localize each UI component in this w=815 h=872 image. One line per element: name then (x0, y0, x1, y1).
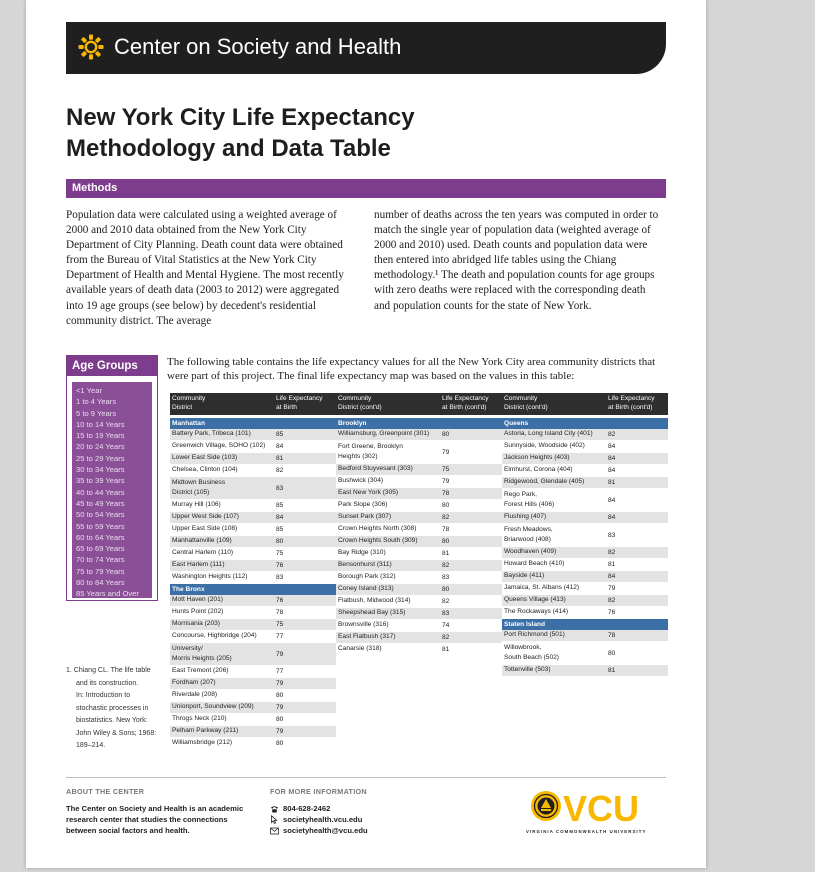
table-row (502, 429, 668, 441)
web-row (270, 814, 368, 825)
table-row (336, 536, 502, 548)
district-name: Ridgewood, Glendale (405) (504, 478, 585, 486)
district-name: Unionport, Soundview (209) (172, 703, 254, 711)
email-link[interactable]: societyhealth@vcu.edu (283, 826, 368, 835)
table-row (170, 714, 336, 726)
table-row (170, 595, 336, 607)
life-expectancy-value: 81 (442, 550, 450, 557)
col-header-district: District (172, 403, 193, 411)
district-name: Sunset Park (307) (338, 513, 392, 521)
district-name-line2: Heights (302) (338, 453, 378, 460)
table-row (170, 631, 336, 643)
district-name: East New York (305) (338, 489, 399, 497)
life-expectancy-value: 84 (608, 455, 616, 462)
life-expectancy-value: 84 (608, 514, 616, 521)
district-name: Tottenville (503) (504, 666, 551, 674)
table-row (336, 548, 502, 560)
org-name: Center on Society and Health (114, 34, 402, 59)
footnote (66, 665, 158, 753)
sunburst-logo-icon (78, 34, 104, 60)
table-row (502, 571, 668, 583)
table-row (170, 548, 336, 560)
table-row (170, 536, 336, 548)
table-row (502, 489, 668, 512)
life-expectancy-value: 82 (608, 597, 616, 604)
col-header-life-expectancy: Life Expectancy (442, 395, 489, 402)
age-group-item: 45 to 49 Years (76, 498, 125, 508)
age-group-item: 50 to 54 Years (76, 510, 125, 520)
life-expectancy-value: 81 (276, 455, 284, 462)
table-row (336, 429, 502, 441)
district-name: Central Harlem (110) (172, 549, 234, 557)
table-row (170, 477, 336, 500)
table-row (502, 453, 668, 465)
life-expectancy-value: 82 (442, 514, 450, 521)
life-expectancy-value: 80 (276, 692, 284, 699)
life-expectancy-value: 78 (276, 609, 284, 616)
district-name: Canarsie (318) (338, 645, 382, 653)
life-expectancy-value: 78 (442, 490, 450, 497)
borough-header: Brooklyn (336, 418, 502, 429)
district-name: Rego Park, (504, 490, 537, 498)
age-group-item: 25 to 29 Years (76, 453, 125, 463)
table-row (336, 488, 502, 500)
phone-row (270, 803, 368, 814)
life-expectancy-value: 76 (276, 562, 284, 569)
life-expectancy-value: 84 (608, 573, 616, 580)
table-row (502, 583, 668, 595)
life-expectancy-value: 83 (276, 574, 284, 581)
footnote-line: John Wiley & Sons; 1968: (76, 729, 157, 737)
life-expectancy-value: 82 (442, 562, 450, 569)
life-expectancy-value: 80 (442, 431, 450, 438)
age-group-item: 40 to 44 Years (76, 487, 125, 497)
district-name: University/ (172, 644, 203, 652)
life-expectancy-value: 79 (442, 478, 450, 485)
life-expectancy-value: 74 (442, 622, 450, 629)
data-table-1 (170, 393, 336, 750)
district-name: Chelsea, Clinton (104) (172, 466, 238, 474)
data-table-3 (502, 393, 668, 677)
table-header (170, 393, 336, 415)
life-expectancy-value: 75 (442, 466, 450, 473)
life-expectancy-value: 76 (608, 609, 616, 616)
table-row (336, 572, 502, 584)
life-expectancy-value: 79 (276, 650, 284, 658)
methods-text-col1: Population data were calculated using a weighted average of 2000 and 2010 data obtained from the New York City Department of City Planning. Death count data were obtained from the Bureau of Vital Statistics at the New York City Department of Health and Mental Hygiene. The most recently available years of death data (2003 to 2012) were aggregated into 19 age groups (see below) by decedent's residential community district. The average (66, 209, 344, 327)
district-name: Crown Heights North (308) (338, 525, 417, 533)
col-header-at-birth: at Birth (276, 403, 297, 411)
life-expectancy-value: 82 (442, 634, 450, 641)
table-row (170, 643, 336, 666)
life-expectancy-value: 81 (442, 646, 450, 653)
life-expectancy-value: 84 (608, 443, 616, 450)
life-expectancy-value: 85 (276, 431, 284, 438)
life-expectancy-value: 80 (442, 586, 450, 593)
document-page (26, 0, 706, 868)
table-row (336, 476, 502, 488)
email-row (270, 825, 368, 836)
borough-header: The Bronx (170, 584, 336, 595)
table-row (336, 524, 502, 536)
life-expectancy-value: 83 (608, 531, 616, 539)
life-expectancy-value: 82 (442, 598, 450, 605)
age-group-item: 30 to 34 Years (76, 465, 125, 475)
district-name: Elmhurst, Corona (404) (504, 466, 573, 474)
phone-number[interactable]: 804-628-2462 (283, 804, 331, 813)
table-row (170, 738, 336, 750)
col-header-community: Community (172, 395, 206, 402)
life-expectancy-value: 80 (276, 740, 284, 747)
table-header (502, 393, 668, 415)
col-header-community: Community (338, 395, 372, 402)
life-expectancy-value: 83 (442, 610, 450, 617)
about-heading: ABOUT THE CENTER (66, 787, 145, 796)
age-group-item: 85 Years and Over (76, 589, 139, 599)
age-group-item: <1 Year (76, 386, 102, 395)
life-expectancy-value: 80 (442, 538, 450, 545)
table-row (502, 441, 668, 453)
district-name: Jamaica, St. Albans (412) (504, 584, 580, 592)
table-row (502, 642, 668, 665)
district-name: Port Richmond (501) (504, 631, 565, 639)
age-group-item: 75 to 79 Years (76, 566, 125, 576)
table-row (336, 512, 502, 524)
table-row (502, 630, 668, 642)
life-expectancy-value: 81 (608, 561, 616, 568)
table-row (170, 465, 336, 477)
borough-header: Staten Island (502, 619, 668, 630)
district-name: Fort Greene, Brooklyn (338, 442, 403, 450)
data-table-2 (336, 393, 502, 656)
district-name-line2: South Beach (502) (504, 654, 559, 661)
website-link[interactable]: societyhealth.vcu.edu (283, 815, 363, 824)
life-expectancy-value: 80 (442, 502, 450, 509)
district-name: Flatbush, Midwood (314) (338, 597, 411, 605)
life-expectancy-value: 80 (276, 538, 284, 545)
district-name: Bushwick (304) (338, 477, 384, 485)
age-group-item: 5 to 9 Years (76, 408, 117, 418)
age-group-item: 35 to 39 Years (76, 476, 125, 486)
life-expectancy-value: 77 (276, 633, 284, 640)
district-name: Brownsville (316) (338, 621, 389, 629)
district-name: Washington Heights (112) (172, 573, 248, 581)
district-name: Bensonhurst (311) (338, 561, 392, 569)
cursor-icon (270, 815, 279, 824)
col-header-life-expectancy: Life Expectancy (276, 395, 323, 402)
table-row (336, 620, 502, 632)
district-name: Sunnyside, Woodside (402) (504, 442, 585, 450)
table-row (170, 607, 336, 619)
table-row (170, 666, 336, 678)
life-expectancy-value: 75 (276, 621, 284, 628)
district-name: Williamsburg, Greenpoint (301) (338, 430, 430, 438)
district-name-line2: District (105) (172, 489, 210, 496)
district-name: Lower East Side (103) (172, 454, 238, 462)
age-group-item: 15 to 19 Years (76, 431, 125, 441)
district-name-line2: Forest Hills (406) (504, 501, 555, 508)
table-row (170, 441, 336, 453)
life-expectancy-value: 75 (276, 550, 284, 557)
district-name: Riverdale (208) (172, 691, 218, 699)
life-expectancy-value: 77 (276, 668, 284, 675)
info-heading: FOR MORE INFORMATION (270, 787, 367, 796)
district-name: Battery Park, Tribeca (101) (172, 430, 251, 438)
table-row (170, 690, 336, 702)
life-expectancy-value: 79 (442, 448, 450, 456)
vcu-wordmark: VCU (563, 788, 640, 829)
district-name: Williamsbridge (212) (172, 739, 233, 747)
age-group-item: 1 to 4 Years (76, 397, 117, 407)
age-group-item: 65 to 69 Years (76, 544, 125, 554)
footer-divider (66, 777, 666, 778)
methods-heading: Methods (66, 179, 666, 198)
district-name: Flushing (407) (504, 513, 547, 521)
life-expectancy-value: 85 (276, 526, 284, 533)
footnote-line: biostatistics. New York: (76, 717, 148, 724)
age-group-item: 70 to 74 Years (76, 555, 125, 565)
table-row (502, 595, 668, 607)
table-row (502, 524, 668, 547)
age-group-item: 60 to 64 Years (76, 532, 125, 542)
table-row (336, 441, 502, 464)
age-groups-list (72, 382, 152, 600)
district-name: East Tremont (206) (172, 667, 229, 675)
district-name: Crown Heights South (309) (338, 537, 418, 545)
life-expectancy-value: 84 (608, 467, 616, 474)
district-name: East Flatbush (317) (338, 633, 396, 641)
life-expectancy-value: 80 (276, 716, 284, 723)
district-name: Pelham Parkway (211) (172, 727, 239, 735)
table-row (502, 559, 668, 571)
life-expectancy-value: 79 (608, 585, 616, 592)
district-name: Mott Haven (201) (172, 596, 223, 604)
table-header (336, 393, 502, 415)
district-name: Astoria, Long Island City (401) (504, 430, 593, 438)
table-row (170, 512, 336, 524)
life-expectancy-value: 83 (442, 574, 450, 581)
district-name-line2: Morris Heights (205) (172, 655, 232, 662)
table-row (336, 608, 502, 620)
table-row (502, 465, 668, 477)
district-name: Bedford Stuyvesant (303) (338, 465, 413, 473)
district-name: Willowbrook, (504, 643, 542, 651)
life-expectancy-value: 79 (276, 728, 284, 735)
footnote-line: 1. Chiang CL. The life table (66, 667, 151, 674)
table-row (170, 702, 336, 714)
district-name: The Rockaways (414) (504, 608, 569, 616)
table-row (170, 678, 336, 690)
table-row (336, 500, 502, 512)
university-name: VIRGINIA COMMONWEALTH UNIVERSITY (526, 829, 647, 834)
district-name: Fordham (207) (172, 679, 216, 687)
life-expectancy-value: 81 (608, 479, 616, 486)
table-row (170, 619, 336, 631)
district-name: Bay Ridge (310) (338, 549, 386, 557)
table-row (170, 524, 336, 536)
age-groups-heading: Age Groups (67, 356, 157, 376)
borough-header: Queens (502, 418, 668, 429)
life-expectancy-value: 82 (608, 549, 616, 556)
district-name: Sheepshead Bay (315) (338, 609, 406, 617)
district-name: Concourse, Highbridge (204) (172, 632, 257, 640)
table-row (170, 453, 336, 465)
table-row (336, 464, 502, 476)
table-row (336, 584, 502, 596)
life-expectancy-value: 82 (608, 431, 616, 438)
life-expectancy-value: 82 (276, 467, 284, 474)
contact-info (270, 803, 368, 836)
district-name: Murray Hill (106) (172, 501, 221, 509)
age-groups-panel (72, 382, 152, 598)
col-header-life-expectancy: Life Expectancy (608, 395, 655, 402)
district-name: Bayside (411) (504, 572, 545, 580)
age-group-item: 80 to 84 Years (76, 578, 125, 588)
table-row (170, 560, 336, 572)
table-row (502, 665, 668, 677)
life-expectancy-value: 79 (276, 680, 284, 687)
district-name: Hunts Point (202) (172, 608, 224, 616)
table-row (170, 572, 336, 584)
table-intro: The following table contains the life expectancy values for all the New York City area community districts that were part of this project. The final life expectancy map was based on the values in this table: (167, 356, 656, 382)
header-bar (66, 22, 666, 74)
table-row (502, 547, 668, 559)
life-expectancy-value: 78 (442, 526, 450, 533)
age-group-item: 55 to 59 Years (76, 521, 125, 531)
life-expectancy-value: 80 (608, 649, 616, 657)
district-name: Woodhaven (409) (504, 548, 557, 556)
life-expectancy-value: 84 (276, 514, 284, 521)
about-text: The Center on Society and Health is an academic research center that studies the connections between social factors and health. (66, 804, 244, 835)
age-group-item: 20 to 24 Years (76, 442, 125, 452)
district-name: East Harlem (111) (172, 561, 225, 569)
district-name: Manhattanville (109) (172, 537, 232, 545)
district-name: Jackson Heights (403) (504, 454, 570, 462)
table-row (502, 512, 668, 524)
borough-header: Manhattan (170, 418, 336, 429)
phone-icon (270, 805, 279, 813)
footnote-line: In: Introduction to (76, 692, 131, 699)
life-expectancy-value: 79 (276, 704, 284, 711)
district-name: Upper West Side (107) (172, 513, 239, 521)
district-name: Midtown Business (172, 478, 226, 486)
district-name: Howard Beach (410) (504, 560, 565, 568)
footnote-line: stochastic processes in (76, 704, 149, 712)
district-name-line2: Briarwood (408) (504, 536, 551, 543)
methods-text-col2: number of deaths across the ten years was computed in order to match the single year of population data (weighted average of 2000 and 2010) used. Death counts and population data were then entered into abridged life tables using the Chiang methodology.¹ The death and population counts for age groups with zero deaths were replaced with the corresponding death and population counts for the state of New York. (374, 209, 659, 312)
district-name: Coney Island (313) (338, 585, 394, 593)
age-group-item: 10 to 14 Years (76, 419, 125, 429)
table-row (336, 560, 502, 572)
col-header-district: District (cont'd) (504, 403, 548, 411)
district-name: Morrisania (203) (172, 620, 221, 628)
district-name: Park Slope (306) (338, 501, 388, 509)
title-line-2: Methodology and Data Table (66, 135, 391, 162)
table-row (336, 632, 502, 644)
district-name: Fresh Meadows, (504, 525, 553, 533)
table-row (170, 429, 336, 441)
life-expectancy-value: 84 (608, 496, 616, 504)
table-row (336, 596, 502, 608)
life-expectancy-value: 78 (608, 632, 616, 639)
col-header-at-birth: at Birth (cont'd) (442, 403, 487, 411)
age-groups-box (66, 355, 158, 601)
footnote-line: 189–214. (76, 742, 106, 749)
footnote-line: and its construction. (76, 679, 139, 687)
col-header-community: Community (504, 395, 538, 402)
life-expectancy-value: 81 (608, 667, 616, 674)
page-title (66, 102, 626, 164)
district-name: Queens Village (413) (504, 596, 566, 604)
district-name: Borough Park (312) (338, 573, 396, 581)
table-row (502, 477, 668, 489)
life-expectancy-value: 85 (276, 502, 284, 509)
col-header-at-birth: at Birth (cont'd) (608, 403, 653, 411)
district-name: Greenwich Village, SOHO (102) (172, 442, 266, 450)
life-expectancy-value: 83 (276, 484, 284, 492)
envelope-icon (270, 827, 279, 835)
title-line-1: New York City Life Expectancy (66, 104, 415, 131)
district-name: Throgs Neck (210) (172, 715, 227, 723)
table-row (502, 607, 668, 619)
district-name: Upper East Side (108) (172, 525, 238, 533)
life-expectancy-value: 84 (276, 443, 284, 450)
table-row (170, 500, 336, 512)
table-row (170, 726, 336, 738)
life-expectancy-value: 76 (276, 597, 284, 604)
col-header-district: District (cont'd) (338, 403, 382, 411)
table-row (336, 644, 502, 656)
